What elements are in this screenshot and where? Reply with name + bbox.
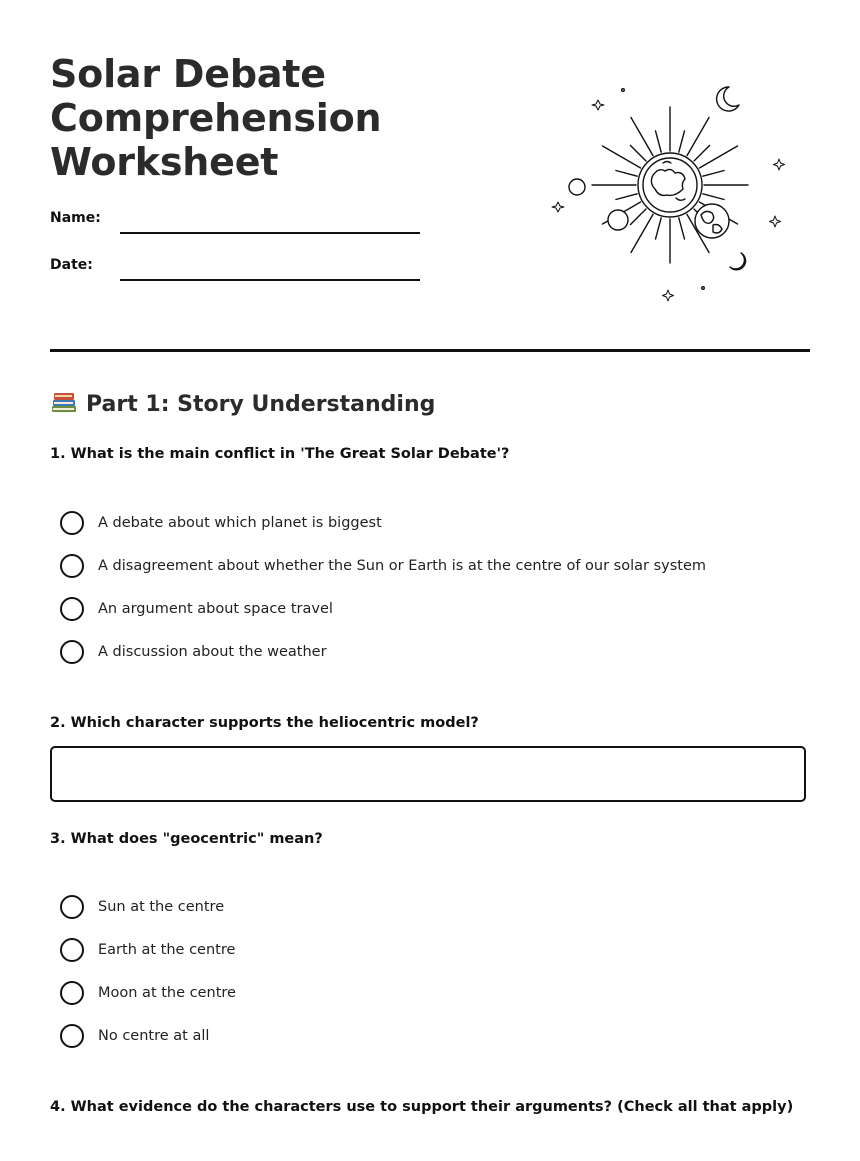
sparkle-icon	[663, 290, 674, 301]
sparkle-icon	[770, 216, 781, 227]
radio-button[interactable]	[60, 895, 84, 919]
sun-ray	[630, 209, 646, 225]
section-heading-part1	[50, 389, 435, 420]
date-field[interactable]	[50, 257, 420, 287]
question-4-prompt: 4. What evidence do the characters use to support their arguments? (Check all that apply)	[50, 1099, 794, 1115]
sun-ray	[679, 218, 685, 239]
sun-ray	[694, 145, 710, 161]
moon-crescent-small-icon	[730, 253, 746, 270]
name-line[interactable]	[120, 232, 420, 234]
option-label: Moon at the centre	[98, 985, 236, 1001]
option-label: A debate about which planet is biggest	[98, 515, 382, 531]
sparkle-icon	[774, 159, 785, 170]
title-line: Solar Debate	[50, 52, 326, 96]
date-label: Date:	[50, 257, 93, 273]
sun-ray	[616, 171, 637, 177]
sun-ray	[616, 194, 637, 200]
name-field[interactable]	[50, 210, 420, 240]
option-label: No centre at all	[98, 1028, 210, 1044]
radio-button[interactable]	[60, 597, 84, 621]
planet-tiny-icon	[569, 179, 585, 195]
sun-ray	[656, 131, 662, 152]
radio-button[interactable]	[60, 554, 84, 578]
radio-button[interactable]	[60, 640, 84, 664]
option-label: Earth at the centre	[98, 942, 236, 958]
sun-moon-planets-illustration	[545, 75, 795, 315]
star-icon	[552, 202, 564, 212]
radio-button[interactable]	[60, 938, 84, 962]
dot-icon	[622, 89, 625, 92]
option-label: Sun at the centre	[98, 899, 225, 915]
dot-icon	[702, 287, 705, 290]
sun-ray	[656, 218, 662, 239]
option-label: A disagreement about whether the Sun or Earth is at the centre of our solar system	[98, 558, 707, 574]
sun-ray	[630, 145, 646, 161]
q2-answer-input[interactable]	[50, 746, 806, 802]
header-divider	[50, 349, 810, 352]
sun-ray	[703, 171, 724, 177]
section-heading-text: Part 1: Story Understanding	[86, 392, 436, 417]
sun-ray	[703, 194, 724, 200]
option-label: A discussion about the weather	[98, 644, 327, 660]
books-icon	[50, 389, 78, 415]
title-line: Worksheet	[50, 140, 279, 184]
title-line: Comprehension	[50, 96, 382, 140]
question-1-prompt: 1. What is the main conflict in 'The Great Solar Debate'?	[50, 446, 510, 462]
question-3-prompt: 3. What does "geocentric" mean?	[50, 831, 323, 847]
radio-button[interactable]	[60, 981, 84, 1005]
star-icon	[592, 100, 604, 110]
worksheet-title	[50, 52, 381, 184]
question-2-prompt: 2. Which character supports the heliocentric model?	[50, 715, 479, 731]
option-label: An argument about space travel	[98, 601, 333, 617]
radio-button[interactable]	[60, 511, 84, 535]
moon-crescent-icon	[717, 87, 739, 111]
planet-small-icon	[608, 210, 628, 230]
sun-ray	[679, 131, 685, 152]
radio-button[interactable]	[60, 1024, 84, 1048]
name-label: Name:	[50, 210, 101, 226]
date-line[interactable]	[120, 279, 420, 281]
